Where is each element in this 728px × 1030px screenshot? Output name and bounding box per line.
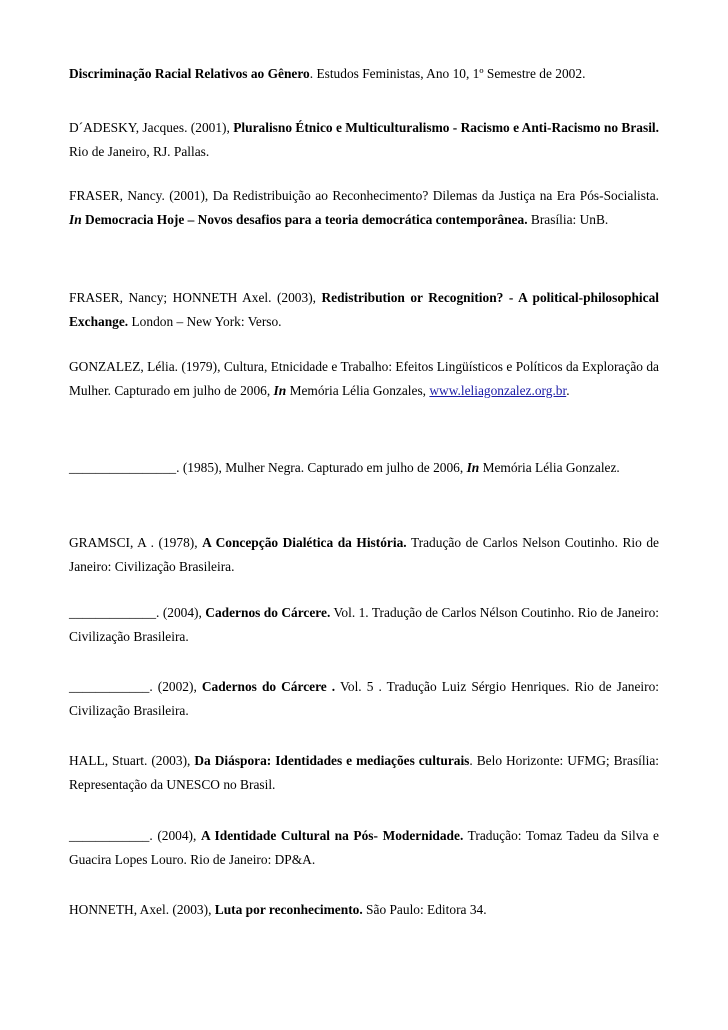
reference-details: Memória Lélia Gonzalez. [479,460,620,475]
reference-details: Tradução: Tomaz Tadeu da Silva e Guacira Lopes Louro. Rio de Janeiro: DP&A. [69,828,659,867]
reference-entry [69,824,659,872]
reference-author: GONZALEZ, Lélia. (1979), Cultura, Etnicidade e Trabalho: Efeitos Lingüísticos e Políticos da Exploração da Mulher. Capturado em julho de 2006, [69,359,659,398]
reference-entry [69,898,659,922]
reference-title: A Concepção Dialética da História. [202,535,407,550]
reference-author: . (2002), [149,679,202,694]
reference-details: São Paulo: Editora 34. [362,902,487,917]
reference-author: . (1985), Mulher Negra. Capturado em julho de 2006, [176,460,467,475]
reference-author: . (2004), [156,605,206,620]
reference-in: In [466,460,480,475]
reference-title: Pluralisno Étnico e Multiculturalismo - Racismo e Anti-Racismo no Brasil. [233,120,659,135]
reference-title: Cadernos do Cárcere . [201,679,336,694]
reference-end: . [566,383,570,398]
reference-entry [69,675,659,723]
reference-details: Brasília: UnB. [527,212,609,227]
reference-title: Democracia Hoje – Novos desafios para a teoria democrática contemporânea. [81,212,528,227]
reference-author: HALL, Stuart. (2003), [69,753,195,768]
reference-details: Memória Lélia Gonzales, [286,383,430,398]
reference-author-blank: _____________ [69,605,157,620]
reference-details: . Estudos Feministas, Ano 10, 1º Semestre de 2002. [309,66,586,81]
reference-author: D´ADESKY, Jacques. (2001), [69,120,234,135]
reference-title: Cadernos do Cárcere. [205,605,331,620]
reference-entry [69,62,659,86]
reference-title: A Identidade Cultural na Pós- Modernidade. [200,828,464,843]
reference-author-blank: ____________ [69,679,150,694]
reference-entry [69,116,659,164]
reference-details: Tradução de Carlos Nelson Coutinho. Rio de Janeiro: Civilização Brasileira. [69,535,659,574]
reference-entry [69,749,659,797]
reference-entry [69,286,659,334]
reference-details: Vol. 5 . Tradução Luiz Sérgio Henriques. Rio de Janeiro: Civilização Brasileira. [69,679,659,718]
reference-details: Rio de Janeiro, RJ. Pallas. [69,144,210,159]
reference-entry [69,601,659,649]
reference-author: FRASER, Nancy; HONNETH Axel. (2003), [69,290,322,305]
reference-details: Vol. 1. Tradução de Carlos Nélson Coutinho. Rio de Janeiro: Civilização Brasileira. [69,605,659,644]
reference-link[interactable]: www.leliagonzalez.org.br [429,383,567,398]
reference-author-blank: ________________ [69,460,177,475]
reference-title: Redistribution or Recognition? - A political-philosophical Exchange. [69,290,659,329]
reference-details: London – New York: Verso. [128,314,282,329]
reference-article: Da Redistribuição ao Reconhecimento? Dilemas da Justiça na Era Pós-Socialista. [212,188,659,203]
reference-author: GRAMSCI, A . (1978), [69,535,203,550]
reference-title: Discriminação Racial Relativos ao Gênero [69,66,310,81]
reference-entry [69,184,659,232]
reference-entry [69,355,659,403]
reference-author: . (2004), [149,828,201,843]
reference-title: Luta por reconhecimento. [214,902,363,917]
reference-author: FRASER, Nancy. (2001), [69,188,213,203]
reference-entry [69,456,659,480]
reference-in: In [273,383,287,398]
reference-entry [69,531,659,579]
reference-title: Da Diáspora: Identidades e mediações culturais [194,753,470,768]
reference-in: In [69,212,82,227]
reference-author-blank: ____________ [69,828,150,843]
reference-details: . Belo Horizonte: UFMG; Brasília: Representação da UNESCO no Brasil. [69,753,659,792]
reference-author: HONNETH, Axel. (2003), [69,902,215,917]
